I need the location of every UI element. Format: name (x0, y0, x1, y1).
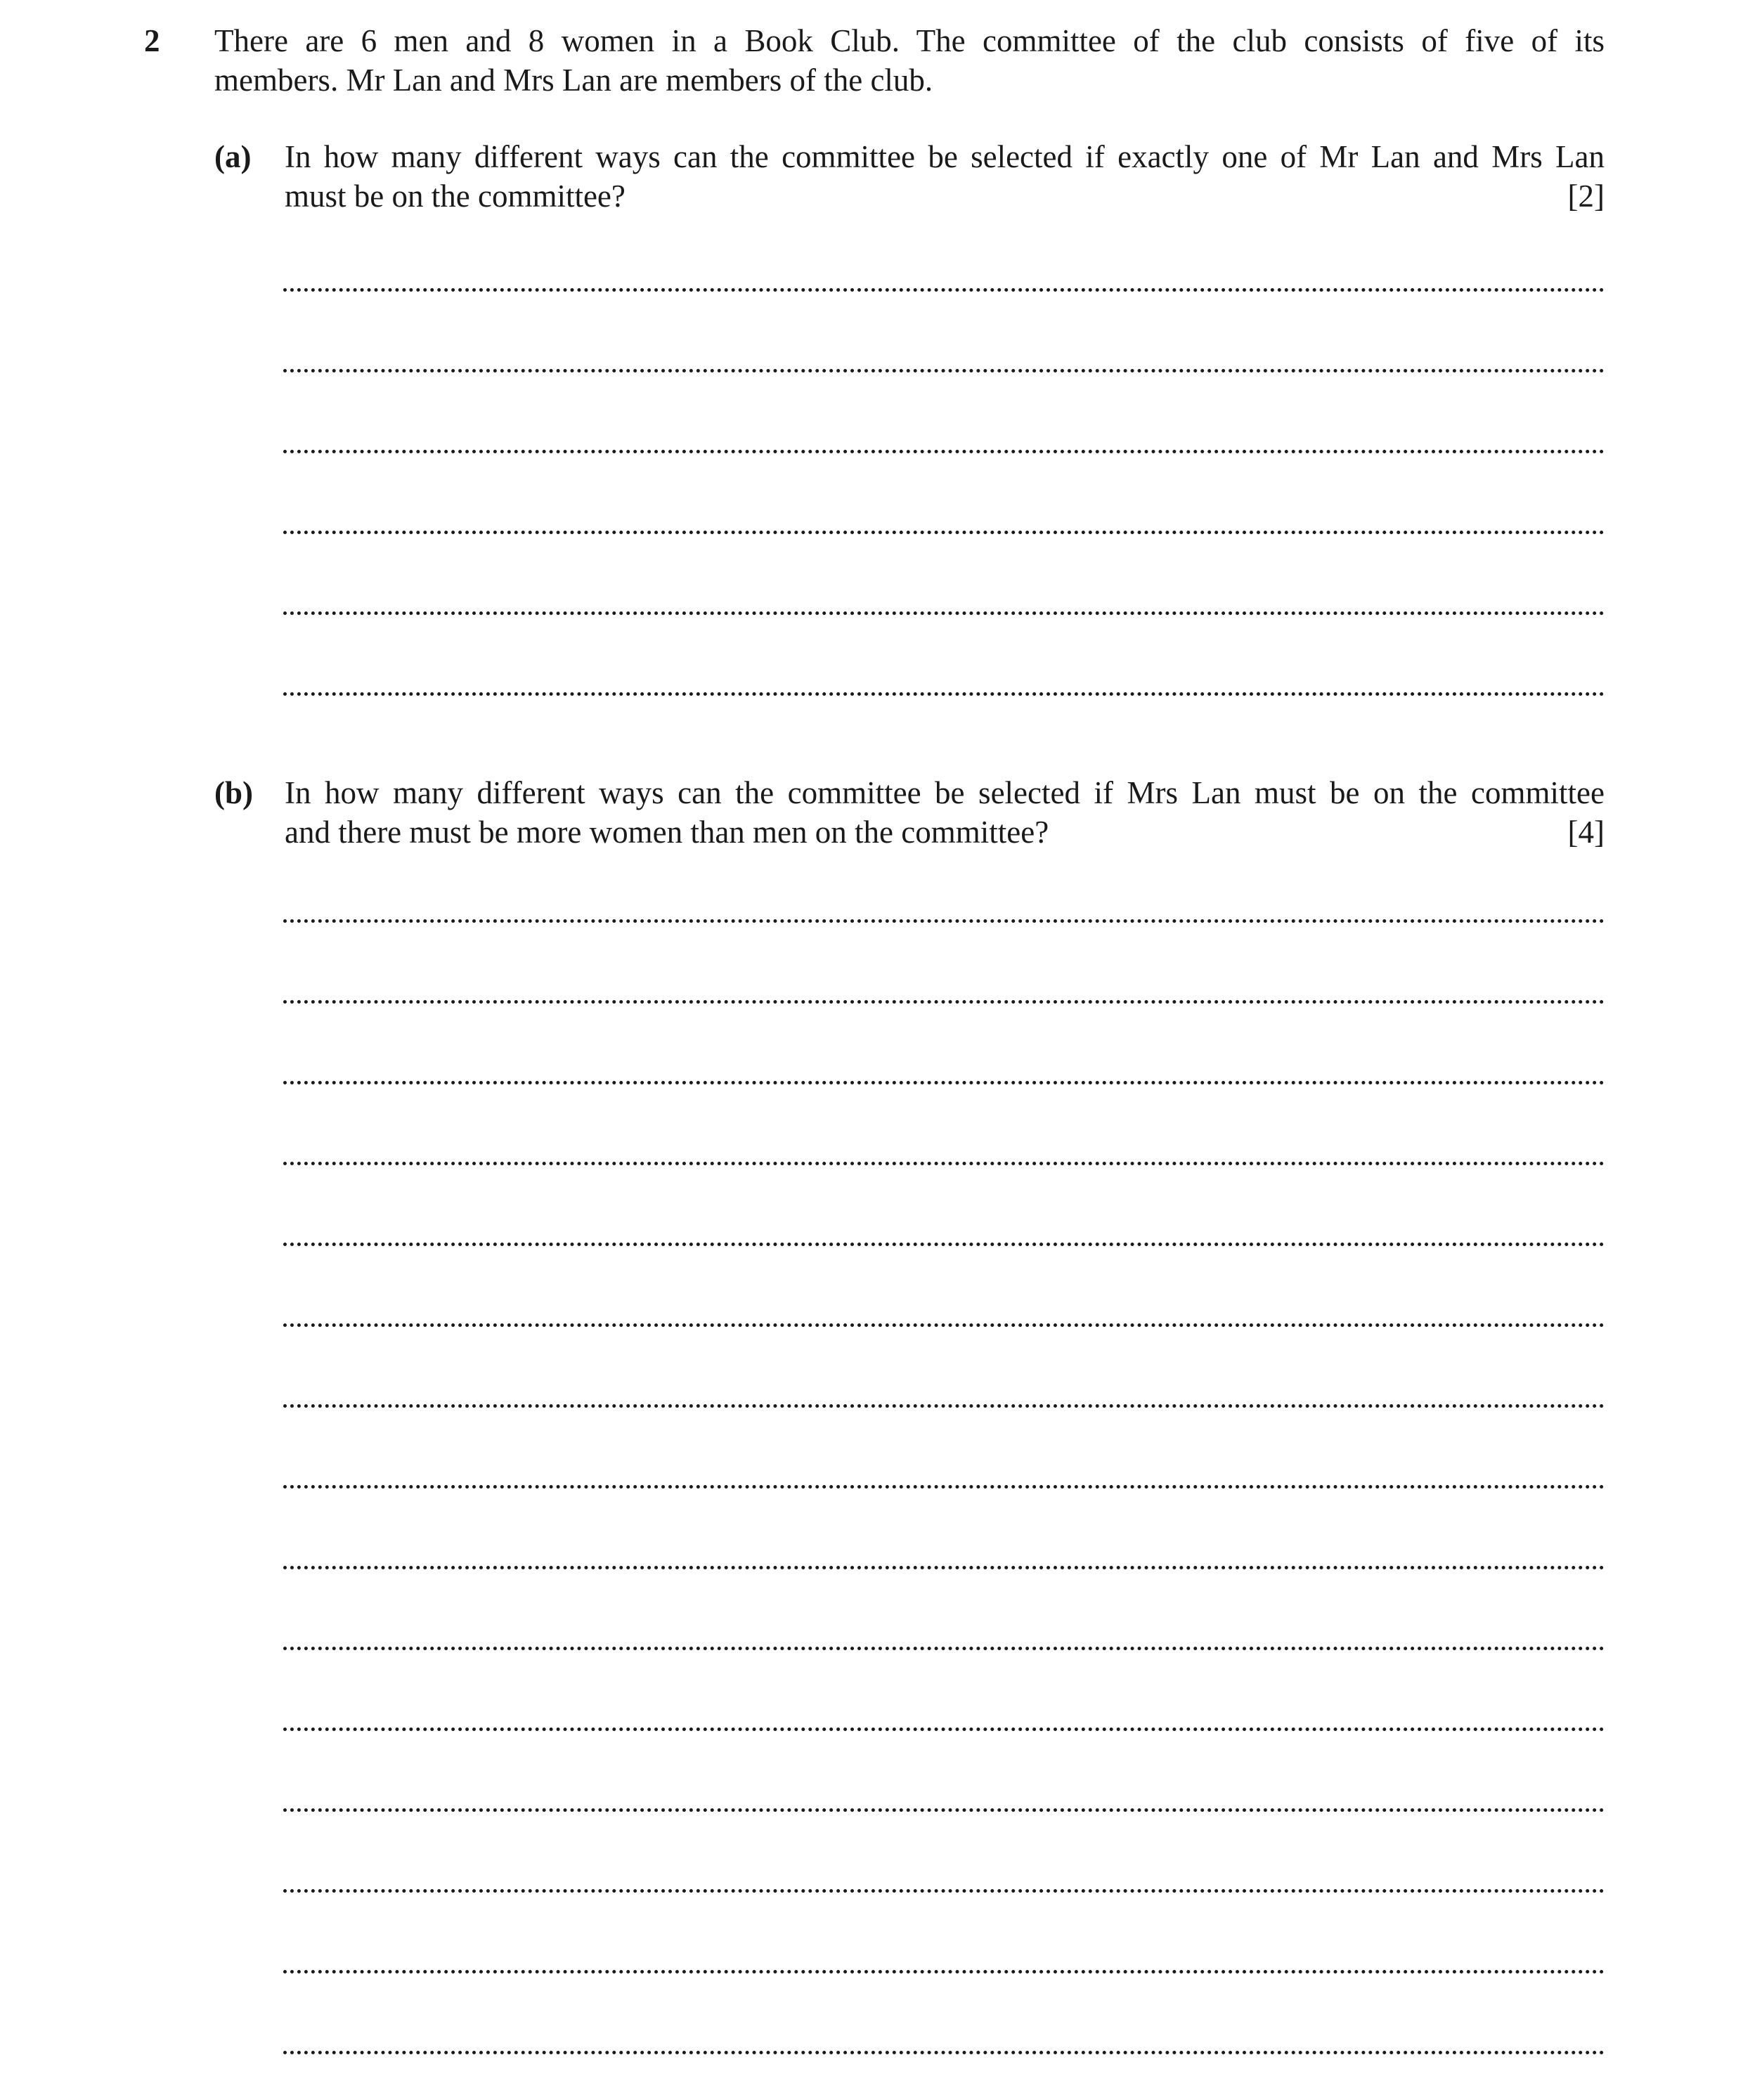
part-a-answer-line[interactable] (283, 531, 1605, 534)
part-b-answer-line[interactable] (283, 1081, 1605, 1084)
part-b-text-line-2: and there must be more women than men on the committee? (285, 815, 1049, 850)
part-b-text-line-1: In how many different ways can the committee be selected if Mrs Lan must be on the committee (285, 775, 1605, 810)
part-a-marks: [2] (1567, 179, 1605, 214)
part-b-answer-line[interactable] (283, 1404, 1605, 1408)
part-b-answer-line[interactable] (283, 1485, 1605, 1489)
part-b-answer-line[interactable] (283, 2051, 1605, 2054)
question-intro (214, 21, 1605, 100)
question-number: 2 (144, 23, 160, 58)
part-b-answer-line[interactable] (283, 1889, 1605, 1893)
part-a-answer-line[interactable] (283, 369, 1605, 372)
part-a-answer-line[interactable] (283, 611, 1605, 615)
part-b-question (285, 773, 1605, 852)
part-b-answer-line[interactable] (283, 1647, 1605, 1650)
part-a-text-line-2-row (285, 176, 1605, 216)
part-a-label: (a) (214, 139, 252, 174)
intro-line-2: members. Mr Lan and Mrs Lan are members of the club. (214, 63, 933, 98)
part-b-answer-line[interactable] (283, 1808, 1605, 1812)
part-b-answer-line[interactable] (283, 1728, 1605, 1731)
part-b-text-line-2-row (285, 812, 1605, 852)
part-b-answer-line[interactable] (283, 1323, 1605, 1327)
part-a-answer-line[interactable] (283, 288, 1605, 292)
part-a-text-line-2: must be on the committee? (285, 179, 626, 214)
part-b-answer-line[interactable] (283, 1243, 1605, 1246)
part-a-answer-line[interactable] (283, 692, 1605, 696)
part-a-question (285, 137, 1605, 216)
intro-line-1: There are 6 men and 8 women in a Book Club. The committee of the club consists of five of its (214, 23, 1605, 58)
part-b-answer-line[interactable] (283, 1162, 1605, 1165)
part-b-answer-line[interactable] (283, 919, 1605, 923)
part-a-answer-line[interactable] (283, 450, 1605, 453)
part-b-marks: [4] (1567, 815, 1605, 850)
part-b-label: (b) (214, 775, 253, 810)
part-b-answer-line[interactable] (283, 1566, 1605, 1569)
part-b-answer-line[interactable] (283, 1000, 1605, 1004)
part-a-text-line-1: In how many different ways can the committee be selected if exactly one of Mr Lan and Mrs Lan (285, 139, 1605, 174)
part-b-answer-line[interactable] (283, 1970, 1605, 1973)
